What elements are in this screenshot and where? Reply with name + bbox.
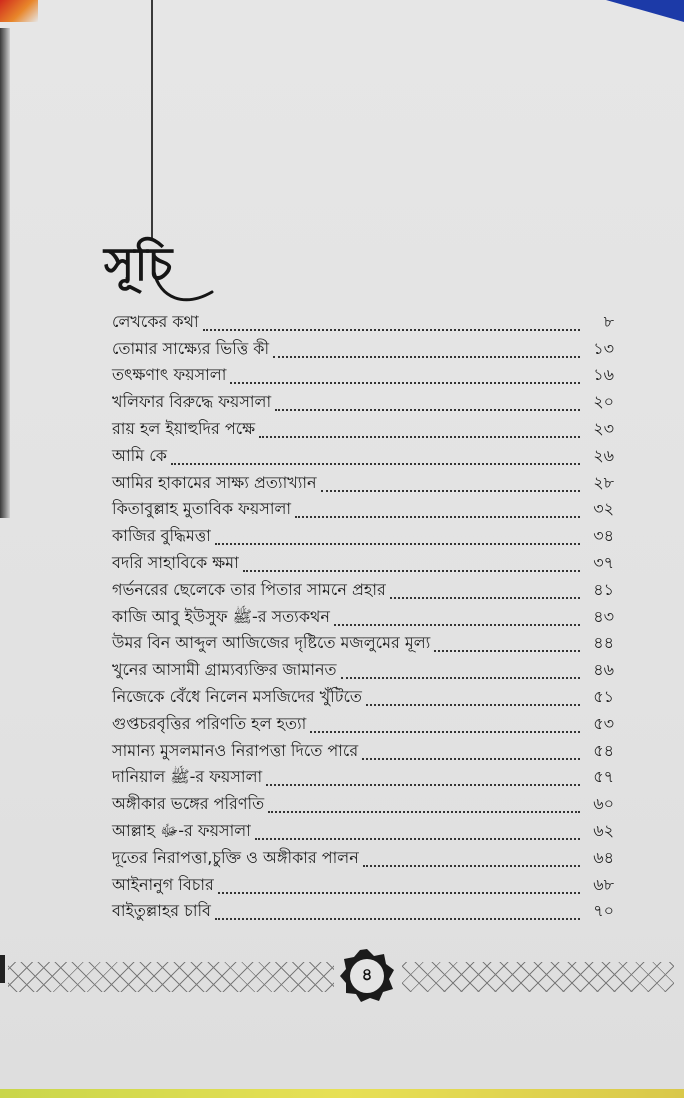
cover-bottom-edge <box>0 1089 684 1098</box>
toc-entry-title: নিজেকে বেঁধে নিলেন মসজিদের খুঁটিতে <box>112 686 362 706</box>
page-number: ৪ <box>361 965 373 985</box>
toc-leader-dots <box>295 515 580 518</box>
toc-leader-dots <box>259 435 580 438</box>
toc-leader-dots <box>273 355 580 358</box>
toc-entry <box>112 684 614 711</box>
cover-corner-left <box>0 0 38 22</box>
footer-ornament-left <box>8 962 334 992</box>
toc-entry <box>112 443 614 470</box>
toc-entry-page: ৬০ <box>593 794 614 814</box>
toc-entry <box>112 604 614 631</box>
toc-entry-title: রায় হল ইয়াহুদির পক্ষে <box>112 418 256 438</box>
toc-entry <box>112 363 614 390</box>
toc-leader-dots <box>321 489 580 492</box>
toc-leader-dots <box>366 703 580 706</box>
toc-entry <box>112 497 614 524</box>
toc-entry-page: ৪১ <box>593 579 614 599</box>
toc-entry-title: লেখকের কথা <box>112 311 199 331</box>
toc-leader-dots <box>275 408 580 411</box>
toc-leader-dots <box>243 569 580 572</box>
toc-entry-page: ৩৭ <box>593 552 614 572</box>
toc-entry-page: ৬৮ <box>593 874 614 894</box>
toc-entry-page: ৩২ <box>593 499 614 519</box>
toc-entry-title: সামান্য মুসলমানও নিরাপত্তা দিতে পারে <box>112 740 359 760</box>
toc-entry-title: আমির হাকামের সাক্ষ্য প্রত্যাখ্যান <box>112 472 317 492</box>
toc-leader-dots <box>341 676 580 679</box>
toc-entry-page: ৫৭ <box>593 767 614 787</box>
toc-entry-title: দানিয়াল ﷺ-র ফয়সালা <box>112 767 263 787</box>
toc-entry <box>112 791 614 818</box>
toc-entry-title: কাজির বুদ্ধিমত্তা <box>112 526 211 546</box>
toc-entry-title: উমর বিন আব্দুল আজিজের দৃষ্টিতে মজলুমের মূল্য <box>112 633 431 653</box>
toc-entry-title: গুপ্তচরবৃত্তির পরিণতি হল হত্যা <box>112 713 307 733</box>
toc-entry-title: তোমার সাক্ষ্যের ভিত্তি কী <box>112 338 270 358</box>
toc-entry-title: বাইতুল্লাহর চাবি <box>112 901 211 921</box>
toc-entry-page: ৬২ <box>593 820 614 840</box>
toc-leader-dots <box>215 917 580 920</box>
toc-entry-page: ২৬ <box>593 445 614 465</box>
toc-entry-page: ১৬ <box>593 365 614 385</box>
toc-leader-dots <box>255 837 580 840</box>
toc-leader-dots <box>434 649 580 652</box>
toc-entry <box>112 657 614 684</box>
toc-leader-dots <box>266 783 580 786</box>
toc-entry <box>112 738 614 765</box>
toc-entry <box>112 416 614 443</box>
page-title: সূচি <box>104 237 173 291</box>
page-footer <box>0 948 684 1004</box>
toc-entry-page: ৫৪ <box>593 740 614 760</box>
toc-entry <box>112 309 614 336</box>
toc-entry <box>112 711 614 738</box>
toc-entry <box>112 631 614 658</box>
toc-leader-dots <box>310 730 580 733</box>
toc-entry-page: ৩৪ <box>593 526 614 546</box>
toc-leader-dots <box>230 381 580 384</box>
toc-leader-dots <box>268 810 580 813</box>
toc-entry-title: অঙ্গীকার ভঙ্গের পরিণতি <box>112 794 265 814</box>
toc-leader-dots <box>362 757 580 760</box>
toc-entry-page: ৪৬ <box>593 660 614 680</box>
toc-entry <box>112 577 614 604</box>
toc-entry <box>112 389 614 416</box>
toc-entry-title: গর্ভনরের ছেলেকে তার পিতার সামনে প্রহার <box>112 579 386 599</box>
table-of-contents <box>112 309 614 925</box>
toc-entry-title: তৎক্ষণাৎ ফয়সালা <box>112 365 227 385</box>
toc-entry-page: ২৩ <box>593 418 614 438</box>
toc-entry <box>112 818 614 845</box>
toc-entry-page: ২০ <box>593 392 614 412</box>
toc-entry <box>112 523 614 550</box>
toc-entry-page: ৪৪ <box>593 633 614 653</box>
title-swirl-ornament <box>150 268 220 312</box>
toc-entry <box>112 336 614 363</box>
toc-entry-title: খলিফার বিরুদ্ধে ফয়সালা <box>112 392 272 412</box>
footer-ornament-right <box>402 962 674 992</box>
page-binding-edge <box>0 28 10 518</box>
toc-entry-page: ১৩ <box>593 338 614 358</box>
toc-entry <box>112 899 614 926</box>
toc-entry <box>112 845 614 872</box>
toc-leader-dots <box>171 462 580 465</box>
toc-entry-page: ৭০ <box>593 901 614 921</box>
toc-entry-page: ২৮ <box>593 472 614 492</box>
toc-leader-dots <box>218 891 580 894</box>
toc-entry <box>112 765 614 792</box>
toc-entry-title: দূতের নিরাপত্তা,চুক্তি ও অঙ্গীকার পালন <box>112 847 359 867</box>
toc-entry-title: আল্লাহ ﷻ-র ফয়সালা <box>112 820 251 840</box>
toc-leader-dots <box>203 328 580 331</box>
toc-entry-page: ৪৩ <box>593 606 614 626</box>
toc-leader-dots <box>390 596 580 599</box>
toc-entry <box>112 550 614 577</box>
toc-entry-title: আমি কে <box>112 445 167 465</box>
decorative-hanging-line <box>151 0 153 240</box>
toc-entry-page: ৫৩ <box>593 713 614 733</box>
toc-entry-title: কাজি আবু ইউসুফ ﷺ-র সত্যকথন <box>112 606 330 626</box>
toc-entry-page: ৬৪ <box>593 847 614 867</box>
toc-leader-dots <box>215 542 580 545</box>
toc-entry-title: আইনানুগ বিচার <box>112 874 214 894</box>
toc-leader-dots <box>363 864 580 867</box>
toc-entry-title: কিতাবুল্লাহ মুতাবিক ফয়সালা <box>112 499 292 519</box>
toc-entry-title: খুনের আসামী গ্রাম্যব্যক্তির জামানত <box>112 660 337 680</box>
toc-entry <box>112 470 614 497</box>
toc-entry-page: ৫১ <box>593 686 614 706</box>
cover-corner-right <box>606 0 684 22</box>
toc-entry-title: বদরি সাহাবিকে ক্ষমা <box>112 552 239 572</box>
toc-leader-dots <box>334 623 580 626</box>
toc-entry-page: ৮ <box>603 311 614 331</box>
toc-entry <box>112 872 614 899</box>
